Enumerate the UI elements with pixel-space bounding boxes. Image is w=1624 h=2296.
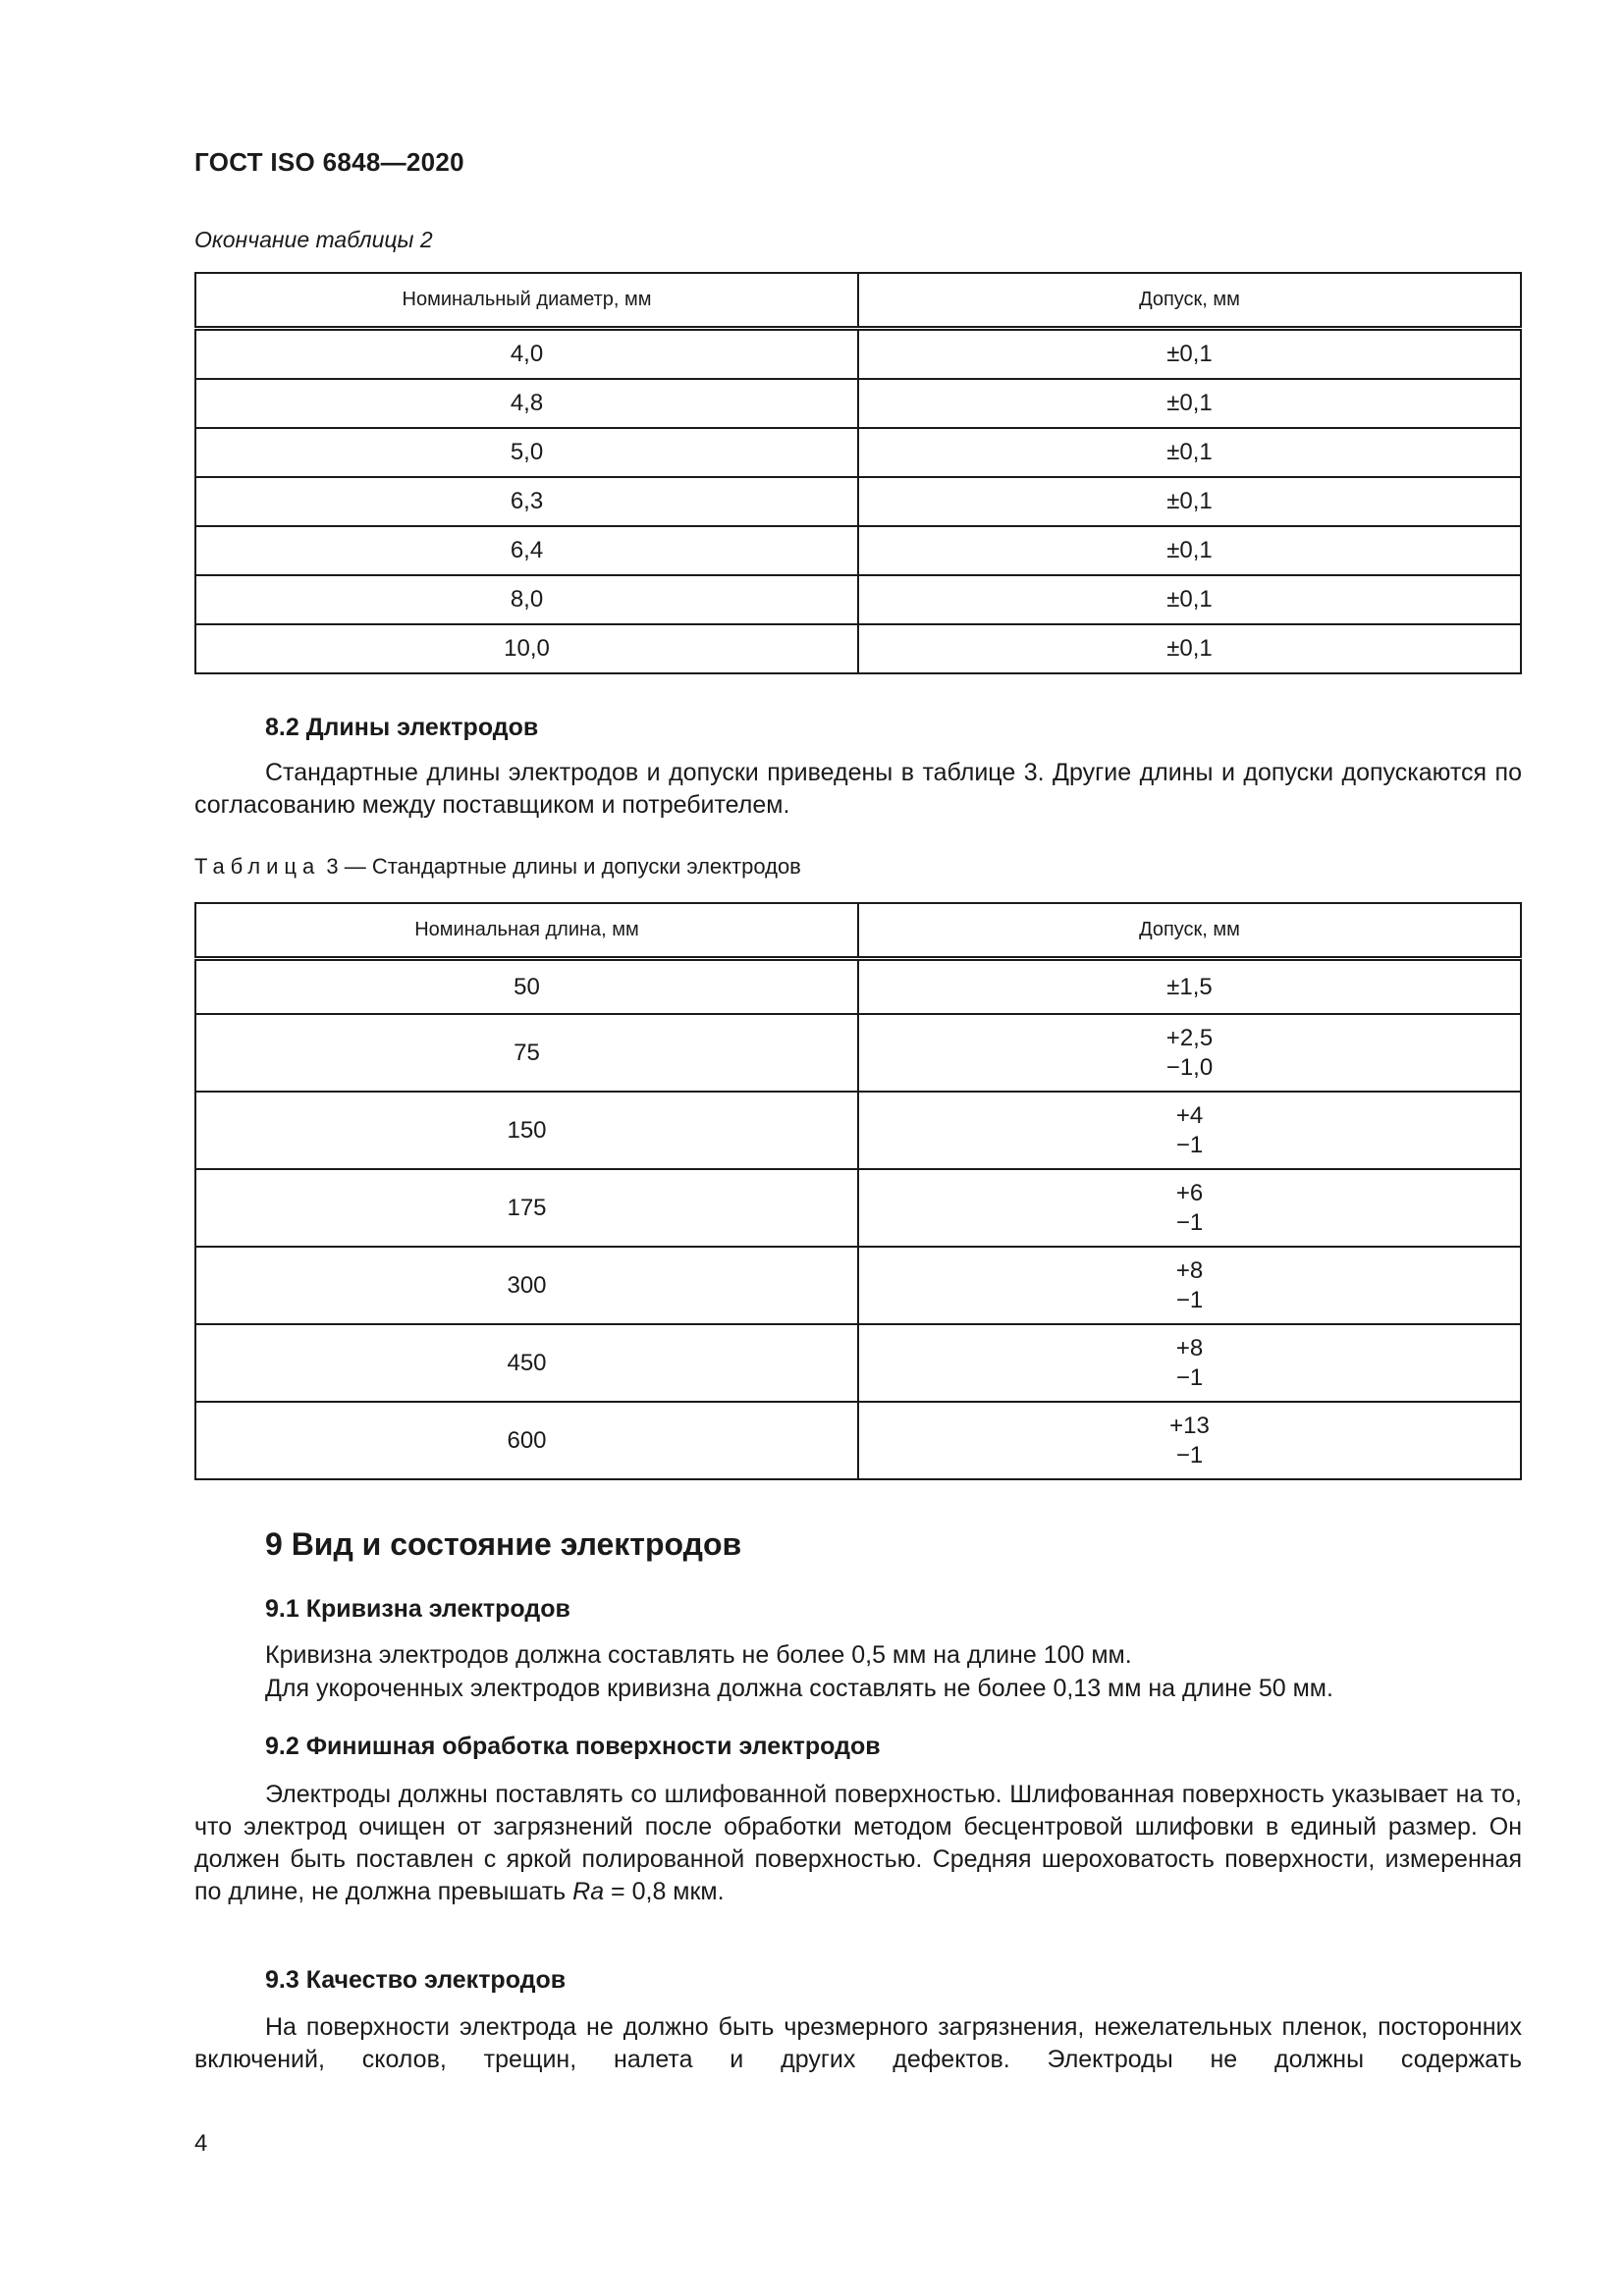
table3-caption-text: 3 — Стандартные длины и допуски электродов bbox=[320, 854, 801, 879]
table-row bbox=[195, 1014, 1521, 1092]
cell-tolerance: ±0,1 bbox=[858, 575, 1521, 624]
ra-value: = 0,8 мкм. bbox=[604, 1878, 725, 1905]
cell-length: 150 bbox=[195, 1092, 858, 1169]
tolerance-lower: −1,0 bbox=[1165, 1053, 1214, 1081]
cell-length: 450 bbox=[195, 1324, 858, 1402]
table3-caption bbox=[194, 854, 801, 880]
column-header-tolerance: Допуск, мм bbox=[858, 903, 1521, 959]
page-number: 4 bbox=[194, 2130, 208, 2157]
cell-tolerance bbox=[858, 1402, 1521, 1479]
section-9-2-text bbox=[194, 1779, 1522, 1908]
table3-length-tolerance bbox=[194, 902, 1522, 1480]
table-row bbox=[195, 575, 1521, 624]
cell-tolerance bbox=[858, 1324, 1521, 1402]
section-8-2-heading: 8.2 Длины электродов bbox=[265, 714, 539, 741]
section-8-2-text: Стандартные длины электродов и допуски приведены в таблице 3. Другие длины и допуски допускаются по согласованию между поставщиком и потребителем. bbox=[194, 759, 1522, 819]
table-row bbox=[195, 379, 1521, 428]
tolerance-upper: +4 bbox=[1175, 1101, 1204, 1129]
cell-diameter: 6,3 bbox=[195, 477, 858, 526]
cell-tolerance bbox=[858, 1247, 1521, 1324]
tolerance-upper: +6 bbox=[1175, 1179, 1204, 1206]
cell-diameter: 5,0 bbox=[195, 428, 858, 477]
tolerance-upper: +8 bbox=[1175, 1334, 1204, 1362]
cell-tolerance bbox=[858, 1092, 1521, 1169]
tolerance-upper: +2,5 bbox=[1165, 1024, 1214, 1051]
cell-tolerance bbox=[858, 959, 1521, 1015]
cell-tolerance: ±0,1 bbox=[858, 329, 1521, 380]
tolerance-upper: +13 bbox=[1169, 1412, 1210, 1439]
cell-diameter: 6,4 bbox=[195, 526, 858, 575]
cell-diameter: 8,0 bbox=[195, 575, 858, 624]
cell-tolerance: ±0,1 bbox=[858, 379, 1521, 428]
ra-symbol: Ra bbox=[572, 1878, 605, 1905]
tolerance-lower: −1 bbox=[1175, 1286, 1204, 1313]
section-9-3-heading: 9.3 Качество электродов bbox=[265, 1966, 567, 1994]
section-9-2-heading: 9.2 Финишная обработка поверхности электродов bbox=[265, 1733, 881, 1760]
tolerance-lower: −1 bbox=[1175, 1363, 1204, 1391]
section-9-1-heading: 9.1 Кривизна электродов bbox=[265, 1595, 570, 1623]
page-header-standard-code: ГОСТ ISO 6848—2020 bbox=[194, 147, 464, 177]
table-row bbox=[195, 526, 1521, 575]
column-header-length: Номинальная длина, мм bbox=[195, 903, 858, 959]
section-9-3-text: На поверхности электрода не должно быть чрезмерного загрязнения, нежелательных пленок, посторонних включений, сколов, трещин, налета и других дефектов. Электроды не должны содержать bbox=[194, 2013, 1522, 2073]
tolerance-lower: −1 bbox=[1175, 1131, 1204, 1158]
cell-tolerance bbox=[858, 1014, 1521, 1092]
cell-tolerance bbox=[858, 1169, 1521, 1247]
column-header-diameter: Номинальный диаметр, мм bbox=[195, 273, 858, 329]
table-row bbox=[195, 624, 1521, 673]
cell-length: 175 bbox=[195, 1169, 858, 1247]
cell-length: 600 bbox=[195, 1402, 858, 1479]
cell-diameter: 10,0 bbox=[195, 624, 858, 673]
table-row bbox=[195, 1402, 1521, 1479]
table-row bbox=[195, 1247, 1521, 1324]
table2-continuation-caption: Окончание таблицы 2 bbox=[194, 227, 433, 252]
table-header-row bbox=[195, 273, 1521, 329]
table-row bbox=[195, 959, 1521, 1015]
cell-diameter: 4,0 bbox=[195, 329, 858, 380]
section-9-2-body: Электроды должны поставлять со шлифованной поверхностью. Шлифованная поверхность указывает на то, что электрод очищен от загрязнений после обработки методом бесцентровой шлифовки в единый размер. Он должен быть поставлен с яркой полированной поверхностью. Средняя шероховатость поверхности, измеренная по длине, не должна превышать bbox=[194, 1781, 1522, 1905]
table-row bbox=[195, 1324, 1521, 1402]
table-row bbox=[195, 477, 1521, 526]
tolerance-lower: −1 bbox=[1175, 1441, 1204, 1468]
column-header-tolerance: Допуск, мм bbox=[858, 273, 1521, 329]
cell-diameter: 4,8 bbox=[195, 379, 858, 428]
cell-length: 50 bbox=[195, 959, 858, 1015]
section-9-1-line1: Кривизна электродов должна составлять не более 0,5 мм на длине 100 мм. bbox=[265, 1641, 1132, 1669]
cell-tolerance: ±0,1 bbox=[858, 624, 1521, 673]
cell-tolerance: ±0,1 bbox=[858, 526, 1521, 575]
section-9-heading: 9 Вид и состояние электродов bbox=[265, 1526, 742, 1562]
table-row bbox=[195, 1169, 1521, 1247]
table-row bbox=[195, 329, 1521, 380]
cell-tolerance: ±0,1 bbox=[858, 477, 1521, 526]
table3-caption-label: Таблица bbox=[194, 854, 321, 879]
cell-length: 75 bbox=[195, 1014, 858, 1092]
tolerance-upper: +8 bbox=[1175, 1256, 1204, 1284]
tolerance-lower: −1 bbox=[1175, 1208, 1204, 1236]
cell-tolerance: ±0,1 bbox=[858, 428, 1521, 477]
tolerance-upper: ±1,5 bbox=[1166, 973, 1213, 1000]
section-9-1-line2: Для укороченных электродов кривизна должна составлять не более 0,13 мм на длине 50 мм. bbox=[265, 1675, 1333, 1702]
table-row bbox=[195, 1092, 1521, 1169]
cell-length: 300 bbox=[195, 1247, 858, 1324]
table-header-row bbox=[195, 903, 1521, 959]
table-row bbox=[195, 428, 1521, 477]
table2-diameter-tolerance bbox=[194, 272, 1522, 674]
